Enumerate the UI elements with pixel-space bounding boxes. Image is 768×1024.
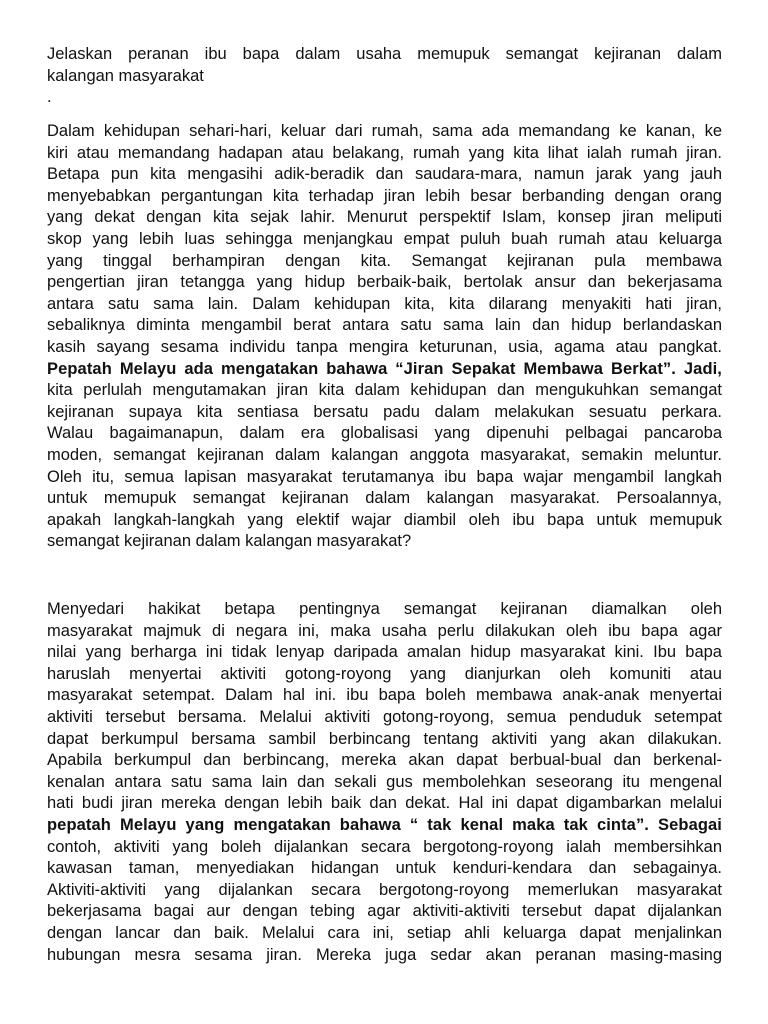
essay-question [47,44,722,109]
paragraph-line: Dalam kehidupan sehari-hari, keluar dari rumah, sama ada memandang ke kanan, ke [47,122,722,140]
paragraph-line: dengan lancar dan baik. Melalui cara ini, setiap ahli keluarga dapat menjalinkan [47,923,722,942]
paragraph-line: menyebabkan pergantungan kita terhadap jiran lebih besar berbanding dengan orang [47,186,722,205]
paragraph-line: Aktiviti-aktiviti yang dijalankan secara bergotong-royong memerlukan masyarakat [47,880,722,899]
paragraph-line: yang dekat dengan kita sejak lahir. Menurut perspektif Islam, konsep jiran meliputi [47,208,722,227]
paragraph-line: Oleh itu, semua lapisan masyarakat terutamanya ibu bapa wajar mengambil langkah [47,467,722,486]
body-paragraph [47,599,722,966]
introduction-paragraph [47,121,722,553]
paragraph-line: pengertian jiran tetangga yang hidup berbaik-baik, bertolak ansur dan bekerjasama [47,273,722,292]
proverb-line: Pepatah Melayu ada mengatakan bahawa “Jiran Sepakat Membawa Berkat”. Jadi, [47,359,722,378]
paragraph-line: sebaliknya diminta mengambil berat antara satu sama lain dan hidup berlandaskan [47,316,722,335]
paragraph-line: kejiranan supaya kita sentiasa bersatu padu dalam melakukan sesuatu perkara. [47,402,722,421]
paragraph-line: kawasan taman, menyediakan hidangan untuk kenduri-kendara dan sebagainya. [47,859,722,878]
paragraph-line: hubungan mesra sesama jiran. Mereka juga sedar akan peranan masing-masing [47,945,722,964]
paragraph-line: Betapa pun kita mengasihi adik-beradik dan saudara-mara, namun jarak yang jauh [47,165,722,184]
paragraph-line: haruslah menyertai aktiviti gotong-royong yang dianjurkan oleh komuniti atau [47,664,722,683]
paragraph-line: untuk memupuk semangat kejiranan dalam kalangan masyarakat. Persoalannya, [47,489,722,508]
question-line: Jelaskan peranan ibu bapa dalam usaha memupuk semangat kejiranan dalam [47,45,722,63]
paragraph-line: aktiviti tersebut bersama. Melalui aktiviti gotong-royong, semua penduduk setempat [47,707,722,726]
paragraph-line: masyarakat setempat. Dalam hal ini. ibu bapa boleh membawa anak-anak menyertai [47,686,722,705]
paragraph-line: hati budi jiran mereka dengan lebih baik dan dekat. Hal ini dapat digambarkan melalui [47,794,722,813]
question-line: kalangan masyarakat [47,66,204,85]
paragraph-line: masyarakat majmuk di negara ini, maka usaha perlu dilakukan oleh ibu bapa agar [47,621,722,640]
question-line: . [47,88,52,107]
paragraph-line: semangat kejiranan dalam kalangan masyarakat? [47,532,412,551]
paragraph-line: kenalan antara satu sama lain dan sekali gus membolehkan seseorang itu mengenal [47,772,722,791]
paragraph-line: antara satu sama lain. Dalam kehidupan kita, kita dilarang menyakiti hati jiran, [47,294,722,313]
paragraph-line: nilai yang berharga ini tidak lenyap daripada amalan hidup masyarakat kini. Ibu bapa [47,643,722,662]
paragraph-line: yang tinggal berhampiran dengan kita. Semangat kejiranan pula membawa [47,251,722,270]
paragraph-line: Apabila berkumpul dan berbincang, mereka akan dapat berbual-bual dan berkenal- [47,751,722,770]
paragraph-line: contoh, aktiviti yang boleh dijalankan secara bergotong-royong ialah membersihkan [47,837,722,856]
paragraph-line: apakah langkah-langkah yang elektif wajar diambil oleh ibu bapa untuk memupuk [47,510,722,529]
paragraph-line: bekerjasama bagai aur dengan tebing agar aktiviti-aktiviti tersebut dapat dijalankan [47,902,722,921]
paragraph-line: Menyedari hakikat betapa pentingnya semangat kejiranan diamalkan oleh [47,600,722,618]
paragraph-line: kita perlulah mengutamakan jiran kita dalam kehidupan dan mengukuhkan semangat [47,381,722,400]
proverb-line: pepatah Melayu yang mengatakan bahawa “ tak kenal maka tak cinta”. Sebagai [47,815,722,834]
paragraph-line: kasih sayang sesama individu tanpa mengira keturunan, usia, agama atau pangkat. [47,337,722,356]
paragraph-line: skop yang lebih luas sehingga menjangkau empat puluh buah rumah atau keluarga [47,229,722,248]
paragraph-line: kiri atau memandang hadapan atau belakang, rumah yang kita lihat ialah rumah jiran. [47,143,722,162]
paragraph-line: dapat berkumpul bersama sambil berbincang tentang aktiviti yang akan dilakukan. [47,729,722,748]
paragraph-line: Walau bagaimanapun, dalam era globalisasi yang dipenuhi pelbagai pancaroba [47,424,722,443]
paragraph-line: moden, semangat kejiranan dalam kalangan anggota masyarakat, semakin meluntur. [47,445,722,464]
